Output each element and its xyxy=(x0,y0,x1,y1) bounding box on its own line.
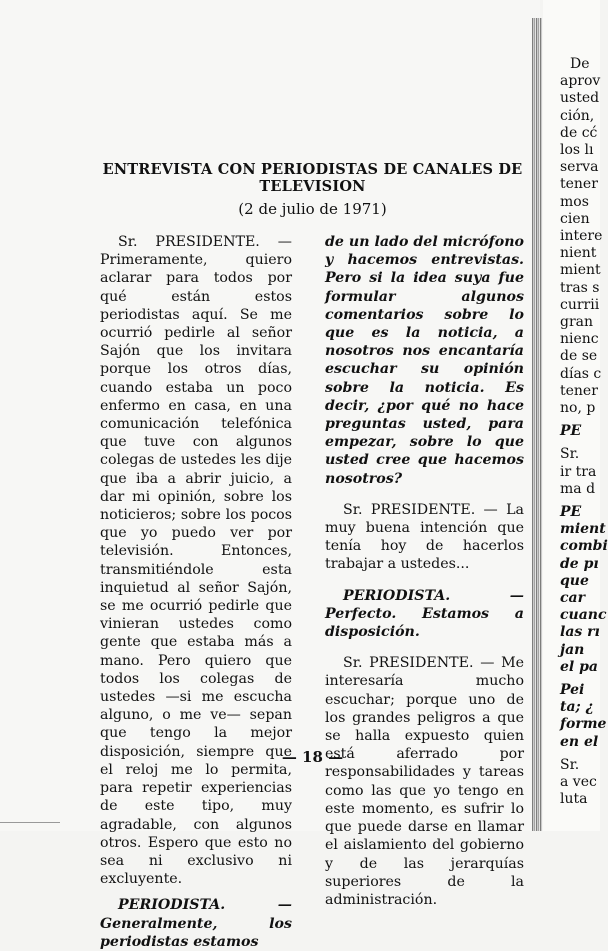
next-page-fragment: PE xyxy=(560,504,582,520)
next-page-fragment: ción, xyxy=(560,107,595,124)
speaker-label: Sr. PRESIDENTE. — xyxy=(118,234,292,250)
page-title: ENTREVISTA CON PERIODISTAS DE CANALES DE TELEVISION xyxy=(102,161,523,195)
next-page-fragment: currii xyxy=(560,296,600,313)
paragraph xyxy=(100,233,292,888)
next-page-fragment: Sr. xyxy=(560,446,580,463)
next-page-fragment: car xyxy=(560,590,585,606)
paragraph-text: La muy buena intención que tenía hoy de hacerlos trabajar a ustedes... xyxy=(325,501,524,573)
next-page-fragment: a vec xyxy=(560,774,597,790)
next-page-fragment: nienc xyxy=(560,331,599,348)
paragraph-text: Primeramente, quiero aclarar para todos por qué están estos periodistas aquí. Se me ocurrió pedirle al señor Sajón que los invitara porque los otros días, cuando estaba un poco enfermo en casa, en una comunicación telefónica que tuve con algunos colegas de ustedes les dije que iba a abrir juicio, a dar mi opinión, sobre los noticieros; sobre los pocos que yo puedo ver por televisión. Entonces, transmitiéndole esta inquietud al señor Sajón, se me ocurrió pedirle que vinieran ustedes como gente que estaba más a mano. Pero quiero que todos los colegas de ustedes —si me escucha alguno, o me ve— sepan que tengo la mejor disposición, siempre que el reloj me lo permita, para repetir experiencias de este tipo, muy agradable, con algunos otros. Espero que esto no sea ni exclusivo ni excluyente. xyxy=(100,252,292,888)
next-page-fragment: los lı xyxy=(560,142,594,158)
next-page-fragment: ta; ¿ xyxy=(560,699,594,716)
next-page-fragment: jan xyxy=(560,641,585,658)
next-page-fragment: ir tra xyxy=(560,463,597,480)
next-page-fragment: luta xyxy=(560,791,588,808)
next-page-edge xyxy=(543,0,608,831)
speaker-label: Sr. PRESIDENTE. — xyxy=(343,655,495,672)
edge-rule xyxy=(0,822,60,823)
next-page-fragment: días c xyxy=(560,365,602,382)
next-page-fragment: el pa xyxy=(560,658,598,675)
paragraph xyxy=(325,233,524,488)
next-page-fragment: serva xyxy=(560,159,599,176)
next-page-fragment: cuanc xyxy=(560,607,607,624)
next-page-fragment: mos xyxy=(560,193,589,210)
next-page-fragment: mient xyxy=(560,521,606,538)
left-column xyxy=(100,233,292,951)
next-page-fragment: aprov xyxy=(560,73,601,90)
book-gutter xyxy=(532,18,542,831)
next-page-fragment: nient xyxy=(560,245,597,262)
paragraph-text: Generalmente, los periodistas estamos xyxy=(100,915,292,950)
next-page-fragment: tener xyxy=(560,176,598,193)
next-page-fragment: De xyxy=(570,56,590,72)
next-page-fragment: gran xyxy=(560,314,594,330)
next-page-fragment: combi xyxy=(560,538,608,555)
next-page-fragment: de cć xyxy=(560,124,598,141)
paragraph xyxy=(325,501,524,574)
next-page-fragment: de pı xyxy=(560,555,599,572)
next-page-fragment: ma d xyxy=(560,480,596,497)
paragraph-text: de un lado del micrófono y hacemos entrevistas. Pero si la idea suya fue formular algunos comentarios sobre lo que es la noticia, a nosotros nos encantaría escuchar su opinión sobre la noticia. Es decir, ¿por qué no hace preguntas usted, para empezar, sobre lo que usted cree que hacemos nosotros? xyxy=(325,234,524,487)
next-page-fragment: en el xyxy=(560,733,599,750)
speaker-label: PERIODISTA. — xyxy=(118,897,292,914)
next-page-fragment: cien xyxy=(560,210,590,227)
paragraph xyxy=(100,896,292,951)
next-page-fragment: tras s xyxy=(560,279,600,296)
next-page-fragment: Sr. xyxy=(560,756,580,773)
next-page-fragment: PE xyxy=(560,423,582,440)
next-page-fragment: Pei xyxy=(560,682,585,698)
next-page-fragment: las rı xyxy=(560,624,600,641)
next-page-fragment: que xyxy=(560,572,589,589)
paragraph-text: Me interesaría mucho escuchar; porque uno de los grandes peligros a que se halla expuesto quien está aferrado por responsabilidades y tareas como las que yo tengo en este momento, es sufrir lo que puede darse en llamar el aislamiento del gobierno y de las jerarquías superiores de la administración. xyxy=(325,655,524,908)
next-page-fragment: usted xyxy=(560,90,600,107)
next-page-fragment: mient xyxy=(560,262,601,279)
interview-date: (2 de julio de 1971) xyxy=(238,200,387,218)
right-column xyxy=(325,233,524,922)
paragraph xyxy=(325,654,524,909)
speaker-label: PERIODISTA. — xyxy=(343,587,524,604)
next-page-fragment: tener xyxy=(560,382,598,399)
next-page-fragment: no, p xyxy=(560,400,596,416)
paragraph xyxy=(325,587,524,642)
next-page-fragment: intere xyxy=(560,228,603,244)
speaker-label: Sr. PRESIDENTE. — xyxy=(343,501,498,518)
next-page-fragment: de se xyxy=(560,348,598,365)
paragraph-text: Perfecto. Estamos a disposición. xyxy=(325,605,524,641)
page-number: — 18 — xyxy=(281,748,344,766)
next-page-fragment: forme xyxy=(560,716,607,733)
